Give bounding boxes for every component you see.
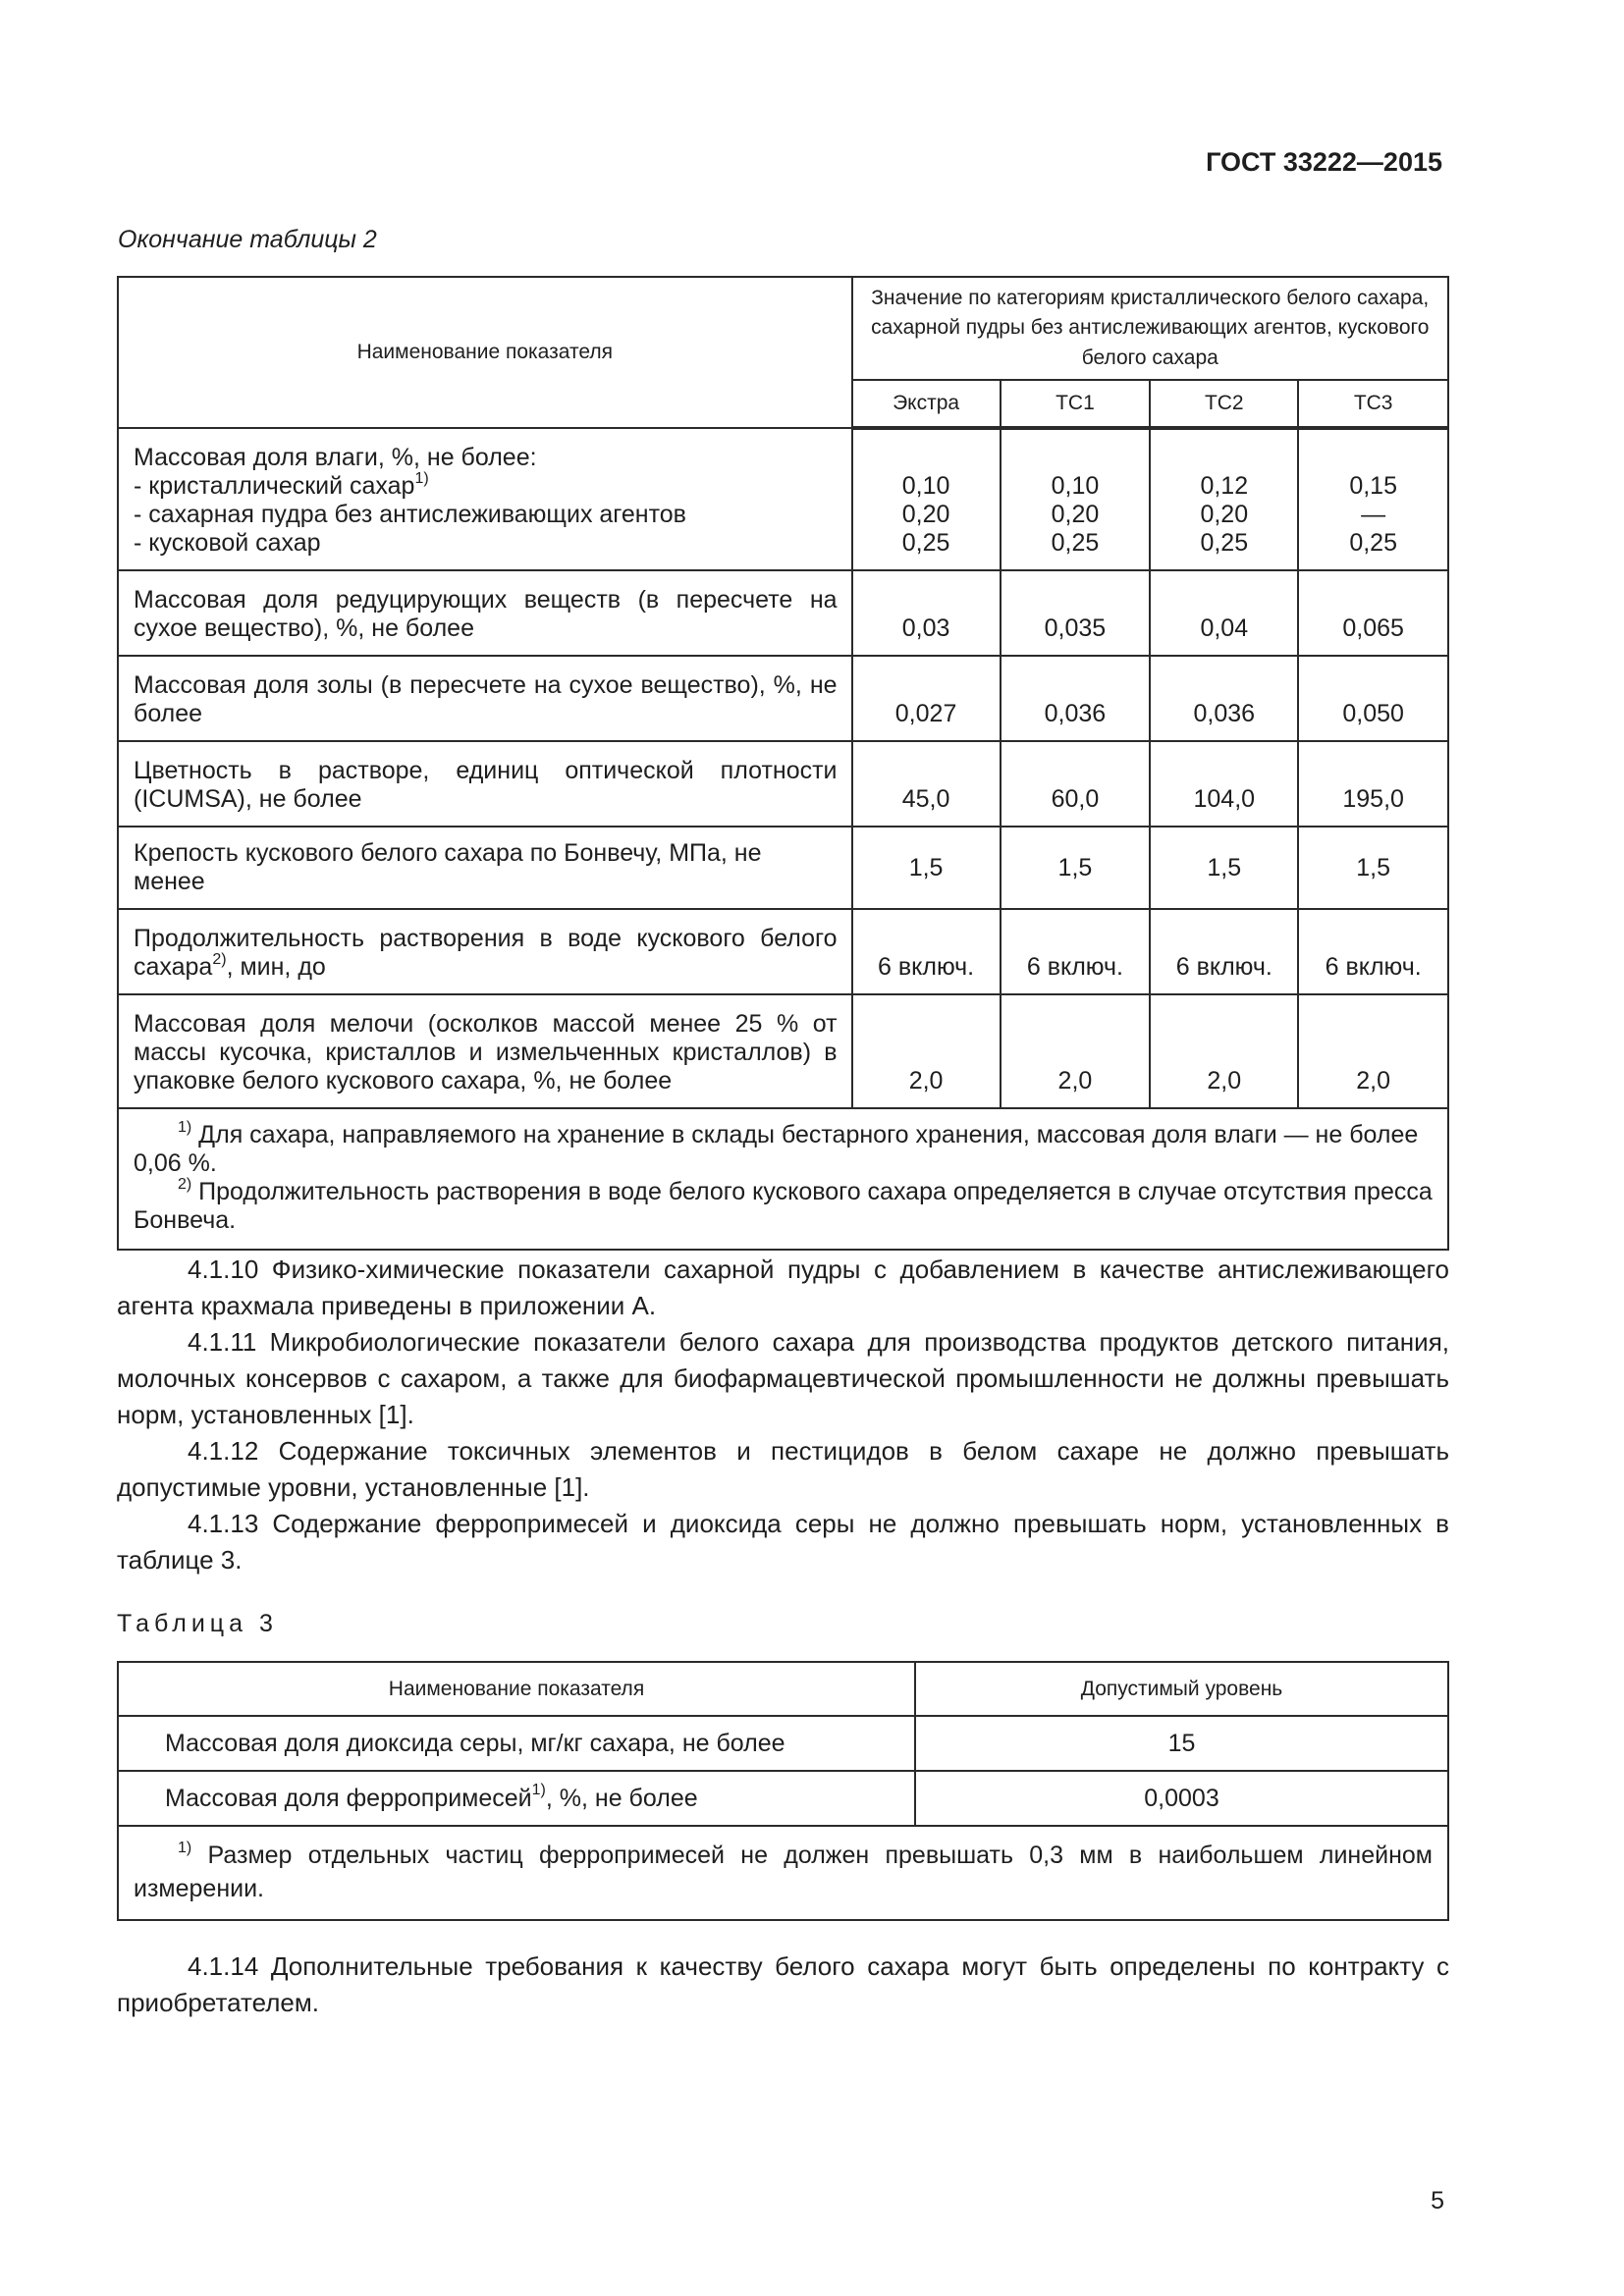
value-cell: 0,12 0,20 0,25	[1150, 428, 1298, 570]
table-2-footnotes-row	[118, 1108, 1448, 1250]
paragraph-4-1-14: 4.1.14 Дополнительные требования к качеству белого сахара могут быть определены по контракту с приобретателем.	[117, 1951, 1449, 2017]
table-3-header-name: Наименование показателя	[118, 1662, 915, 1716]
value-cell: 60,0	[1001, 741, 1151, 827]
value-cell: 0,15 — 0,25	[1298, 428, 1448, 570]
table-row	[118, 1716, 1448, 1771]
table-row	[118, 994, 1448, 1108]
value-cell: 6 включ.	[1150, 909, 1298, 994]
document-code: ГОСТ 33222—2015	[1206, 147, 1442, 177]
table-3-caption: Таблица 3	[117, 1610, 278, 1637]
table-2-footnotes	[118, 1108, 1448, 1250]
table-row	[118, 827, 1448, 909]
row-ash-name: Массовая доля золы (в пересчете на сухое вещество), %, не более	[118, 656, 852, 741]
row-color-name: Цветность в растворе, единиц оптической плотности (ICUMSA), не более	[118, 741, 852, 827]
row-dissolution-name: Продолжительность растворения в воде кускового белого сахара$^{2)}$, мин, до	[118, 909, 852, 994]
table-3-header-row	[118, 1662, 1448, 1716]
paragraph-4-1-11: 4.1.11 Микробиологические показатели белого сахара для производства продуктов детского питания, молочных консервов с сахаром, а также для биофармацевтической промышленности не должны превышать норм, установленных [1].	[117, 1327, 1449, 1429]
table-2-header-group: Значение по категориям кристаллического белого сахара, сахарной пудры без антислеживающих агентов, кускового белого сахара	[852, 277, 1448, 380]
value-cell: 2,0	[1298, 994, 1448, 1108]
value-cell: 0,036	[1001, 656, 1151, 741]
value-cell: 2,0	[852, 994, 1001, 1108]
table-2	[117, 276, 1449, 1251]
value-cell: 2,0	[1001, 994, 1151, 1108]
paragraphs-block-2	[117, 1949, 1449, 2021]
table-3-footnote-row	[118, 1826, 1448, 1920]
value-cell: 0,050	[1298, 656, 1448, 741]
page-number: 5	[1431, 2187, 1444, 2215]
table-row	[118, 570, 1448, 656]
paragraph-4-1-13: 4.1.13 Содержание ферропримесей и диоксида серы не должно превышать норм, установленных в таблице 3.	[117, 1509, 1449, 1575]
value-cell: 1,5	[1150, 827, 1298, 909]
value-cell: 195,0	[1298, 741, 1448, 827]
table-2-header-name: Наименование показателя	[118, 277, 852, 428]
row-moisture-crystal: - кристаллический сахар$^{1)}$	[134, 469, 429, 501]
value-cell: 6 включ.	[1298, 909, 1448, 994]
value-cell: 0,027	[852, 656, 1001, 741]
table-2-category-extra: Экстра	[852, 380, 1001, 428]
row-moisture-lump: - кусковой сахар	[134, 529, 321, 558]
paragraph-4-1-12: 4.1.12 Содержание токсичных элементов и пестицидов в белом сахаре не должно превышать допустимые уровни, установленные [1].	[117, 1436, 1449, 1502]
paragraphs-block-1	[117, 1252, 1449, 1578]
value-cell: 1,5	[1001, 827, 1151, 909]
row-moisture-name	[118, 428, 852, 570]
table-3-header-value: Допустимый уровень	[915, 1662, 1448, 1716]
value-cell: 1,5	[1298, 827, 1448, 909]
table-row	[118, 428, 1448, 570]
value-cell: 6 включ.	[1001, 909, 1151, 994]
row-ferro-impurities-name: Массовая доля ферропримесей$^{1)}$, %, не более	[118, 1771, 915, 1826]
table-3-footnote	[118, 1826, 1448, 1920]
value-cell: 0,065	[1298, 570, 1448, 656]
table-row	[118, 909, 1448, 994]
table-3	[117, 1661, 1449, 1921]
value-cell: 104,0	[1150, 741, 1298, 827]
value-cell: 0,10 0,20 0,25	[1001, 428, 1151, 570]
value-cell: 45,0	[852, 741, 1001, 827]
table-row	[118, 656, 1448, 741]
value-cell: 15	[915, 1716, 1448, 1771]
table-row	[118, 741, 1448, 827]
row-fines-name: Массовая доля мелочи (осколков массой менее 25 % от массы кусочка, кристаллов и измельченных кристаллов) в упаковке белого кускового сахара, %, не более	[118, 994, 852, 1108]
row-moisture-powder: - сахарная пудра без антислеживающих агентов	[134, 501, 686, 529]
table-2-category-ts1: ТС1	[1001, 380, 1151, 428]
table-2-category-ts3: ТС3	[1298, 380, 1448, 428]
value-cell: 0,03	[852, 570, 1001, 656]
row-strength-name: Крепость кускового белого сахара по Бонвечу, МПа, не менее	[118, 827, 852, 909]
value-cell: 0,0003	[915, 1771, 1448, 1826]
value-cell: 0,035	[1001, 570, 1151, 656]
value-cell: 0,04	[1150, 570, 1298, 656]
value-cell: 6 включ.	[852, 909, 1001, 994]
value-cell: 1,5	[852, 827, 1001, 909]
paragraph-4-1-10: 4.1.10 Физико-химические показатели сахарной пудры с добавлением в качестве антислеживающего агента крахмала приведены в приложении А.	[117, 1255, 1449, 1320]
table-2-category-ts2: ТС2	[1150, 380, 1298, 428]
value-cell: 0,036	[1150, 656, 1298, 741]
row-reducing-name: Массовая доля редуцирующих веществ (в пересчете на сухое вещество), %, не более	[118, 570, 852, 656]
table-2-caption: Окончание таблицы 2	[118, 226, 377, 253]
footnote-ref: 2)	[212, 950, 227, 968]
footnote-1: $^{1)}$ Для сахара, направляемого на хранение в склады бестарного хранения, массовая доля влаги — не более 0,06 %.	[134, 1118, 1419, 1178]
row-moisture-title: Массовая доля влаги, %, не более:	[134, 444, 537, 472]
value-cell: 0,10 0,20 0,25	[852, 428, 1001, 570]
footnote-2: $^{2)}$ Продолжительность растворения в воде белого кускового сахара определяется в случае отсутствия пресса Бонвеча.	[134, 1175, 1433, 1235]
footnote-ref: 1)	[414, 469, 429, 487]
footnote-ref: 1)	[531, 1782, 546, 1799]
value-cell: 2,0	[1150, 994, 1298, 1108]
table-row	[118, 1771, 1448, 1826]
row-sulfur-dioxide-name: Массовая доля диоксида серы, мг/кг сахара, не более	[118, 1716, 915, 1771]
footnote-1: $^{1)}$ Размер отдельных частиц ферропримесей не должен превышать 0,3 мм в наибольшем линейном измерении.	[134, 1839, 1433, 1902]
